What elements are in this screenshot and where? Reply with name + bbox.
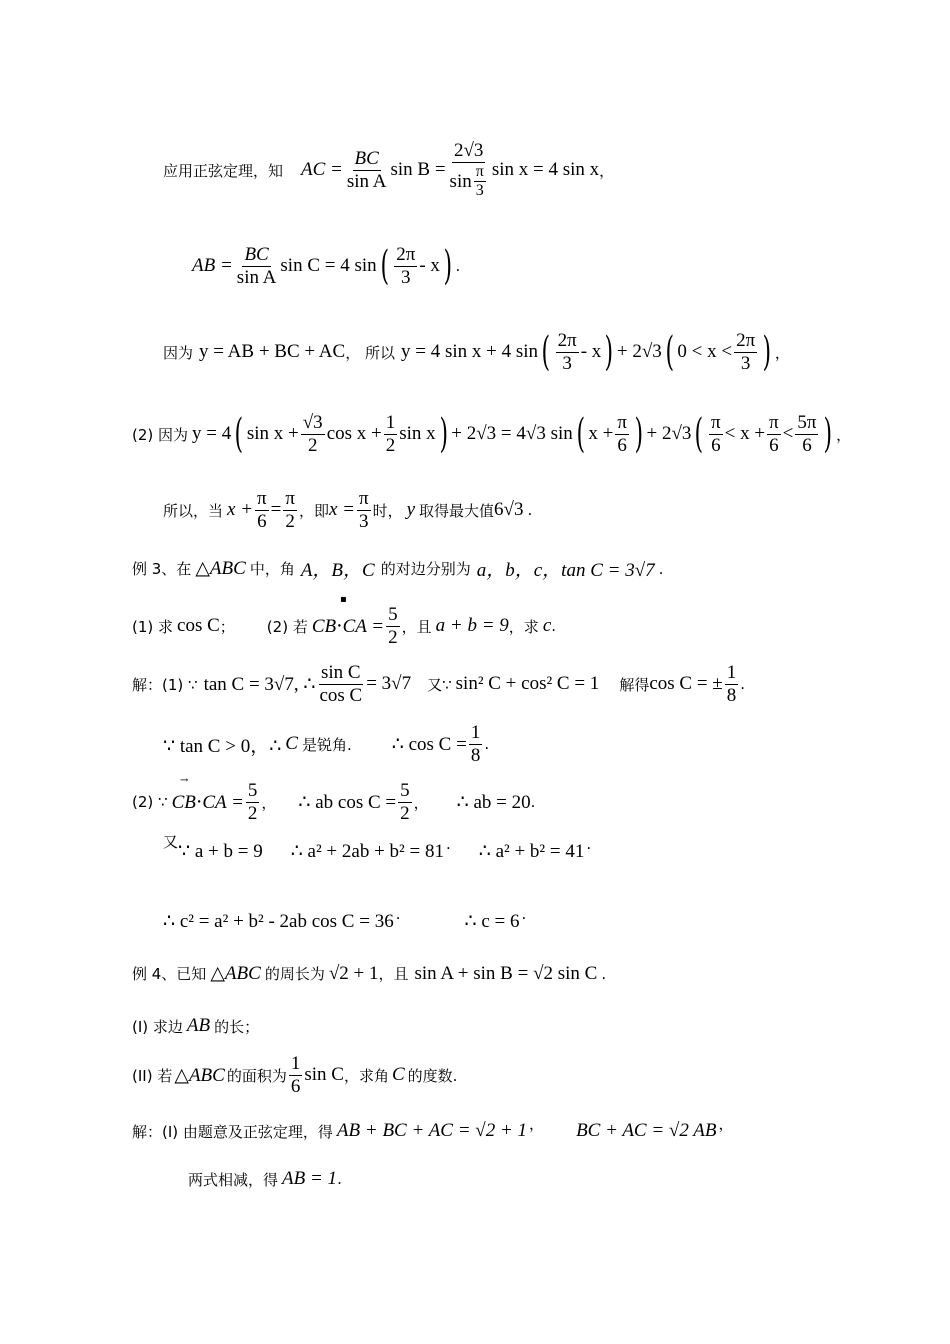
vector-arrow-icon: ▪ — [340, 594, 347, 605]
vector-arrow-icon: → — [180, 775, 189, 786]
solution-5-line: ∴ c² = a² + b² - 2ab cos C = 36 . ∴ c = 6 . — [163, 904, 527, 932]
fraction: 2√3 sin $\frac{\pi}{3}$ — [449, 140, 484, 200]
text: 应用正弦定理，知 — [163, 161, 284, 180]
perimeter-function-line: 因为 y = AB + BC + AC ， 所以 y = 4 sin x + 4 sin ( $\frac{2\pi}{3}$ - x ) + 2√3 ( 0 < x < $\frac{2\pi}{3}$ ) ， — [163, 329, 790, 376]
ab-expression-line: AB = $\frac{BC}{\text{sin A}}$ sin C = 4 sin ( $\frac{2\pi}{3}$ - x ) . — [192, 243, 461, 290]
solution-3-line: (2) ∵ CB⋅CA = $\frac{5}{2}$ ， ∴ ab cos C = $\frac{5}{2}$ ， ∴ ab = 20 . — [132, 780, 536, 824]
example-3-questions: (1) 求 cos C ； (2) 若 CB⋅CA = $\frac{5}{2}$ ，且 a + b = 9 ，求 c . — [132, 604, 557, 648]
fraction: $\frac{BC}{\text{sin A}}$ — [236, 244, 277, 288]
math: AC = — [301, 159, 343, 181]
simplified-function-line: (2) 因为 y = 4 ( sin x + $\frac{√3}{2}$ cos x + $\frac{1}{2}$ sin x ) + 2√3 = 4√3 sin ( x + $\frac{\pi}{6}$ ) + 2√3 ( $\frac{\pi}{6}$ < x + $\frac{\pi}{6}$ < $\frac{5\pi}{6}$ ) ， — [132, 411, 852, 458]
max-value-line: 所以，当 x + $\frac{\pi}{6}$ = $\frac{\pi}{2}$ ，即 x = $\frac{\pi}{3}$ 时， y 取得最大值 6√3 . — [163, 488, 533, 532]
math: sin x = 4 sin x — [491, 159, 600, 181]
solution-1-line: 解：(1) ∵ tan C = 3√7, ∴ $\frac{\text{sin C}}{\text{cos C}}$ = 3√7 又∵ sin² C + cos² C = 1 解得 cos C = ± $\frac{1}{8}$ . — [132, 662, 746, 706]
example-4-part-i: (I) 求边 AB 的长； — [132, 1015, 260, 1036]
example-4-subtract-line: 两式相减，得 AB = 1 . — [188, 1168, 342, 1189]
solution-2-line: ∵ tan C > 0，∴ C 是锐角. ∴ cos C = $\frac{1}{8}$ . — [163, 722, 490, 766]
example-4-part-ii: (II) 若 △ABC 的面积为 $\frac{1}{6}$ sin C ，求角 C 的度数. — [132, 1053, 458, 1097]
law-of-sines-line: 应用正弦定理，知 AC = $\frac{BC}{\text{sin A}}$ sin B = 2√3 sin $\frac{\pi}{3}$ sin x = 4 sin x ， — [163, 140, 615, 200]
fraction: $\frac{BC}{\text{sin A}}$ — [346, 147, 387, 192]
example-4-solution-line: 解：(I) 由题意及正弦定理，得 AB + BC + AC = √2 + 1 ， BC + AC = √2 AB ， — [132, 1114, 734, 1141]
math: sin B = — [390, 159, 446, 181]
solution-4-line: 又 ∵ a + b = 9 ∴ a² + 2ab + b² = 81 . ∴ a² + b² = 41 . — [163, 833, 592, 862]
example-3-heading: 例 3、在 △ABC 中，角 A，B，C 的对边分别为 a，b，c，tan C = 3√7 . — [132, 558, 664, 581]
example-4-heading: 例 4、已知 △ABC 的周长为 √2 + 1 ，且 sin A + sin B = √2 sin C . — [132, 962, 607, 984]
